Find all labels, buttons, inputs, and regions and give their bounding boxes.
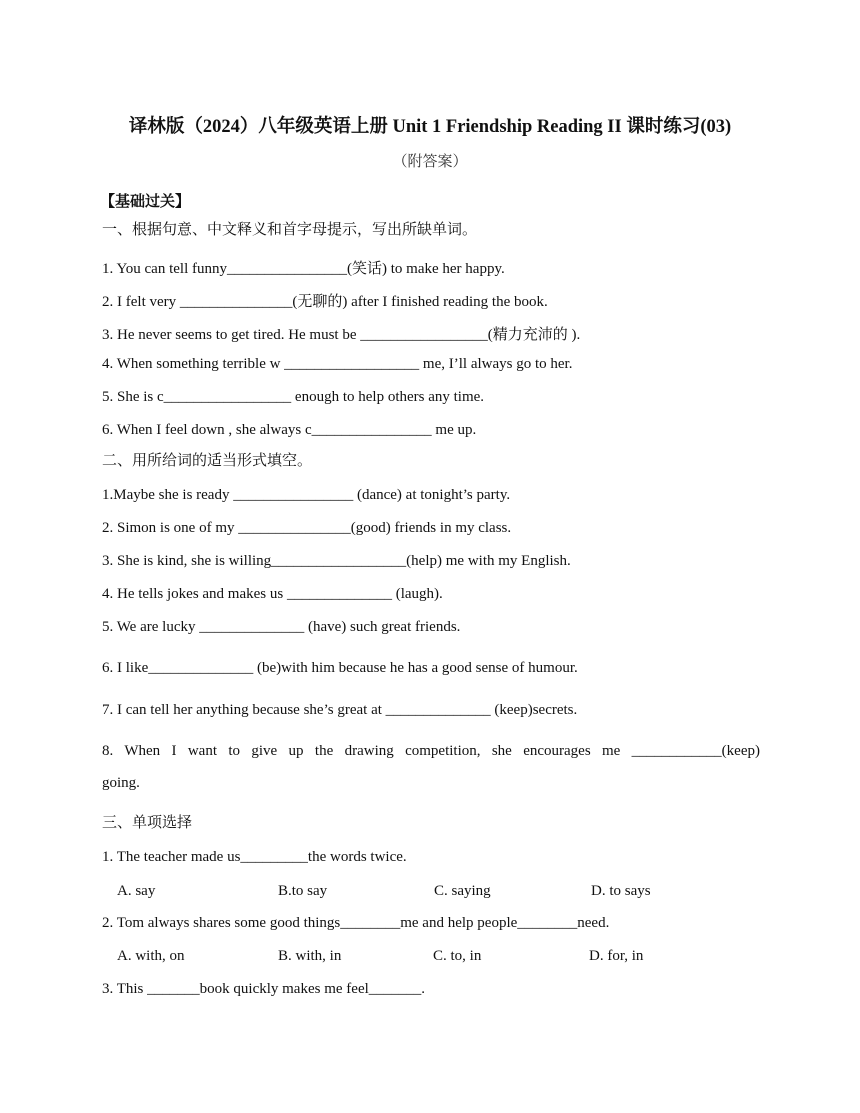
section-label-basic: 【基础过关】 [100,194,191,210]
part1-item: 4. When something terrible w __________________ me, I’ll always go to her. [102,356,573,372]
part2-item: 4. He tells jokes and makes us ______________ (laugh). [102,586,443,602]
part2-item: 3. She is kind, she is willing__________________(help) me with my English. [102,553,571,569]
question-option: B. with, in [278,948,342,964]
part2-item: 6. I like______________ (be)with him because he has a good sense of humour. [102,660,578,676]
page-title: 译林版（2024）八年级英语上册 Unit 1 Friendship Reading II 课时练习(03) [128,117,732,137]
part2-item: 2. Simon is one of my _______________(good) friends in my class. [102,520,512,536]
part2-item: 1.Maybe she is ready ________________ (dance) at tonight’s party. [102,487,511,503]
part2-item: 7. I can tell her anything because she’s great at ______________ (keep)secrets. [102,702,578,718]
question-option: D. for, in [589,948,644,964]
question-stem: 1. The teacher made us_________the words twice. [102,849,407,865]
question-option: A. with, on [117,948,185,964]
question-stem: 3. This _______book quickly makes me feel_______. [102,981,426,997]
part1-heading: 一、根据句意、中文释义和首字母提示，写出所缺单词。 [102,222,478,238]
part1-item: 5. She is c_________________ enough to help others any time. [102,389,485,405]
page-subtitle: （附答案） [392,154,468,170]
question-option: C. to, in [433,948,482,964]
part2-item-continuation: going. [102,775,140,791]
question-option: A. say [117,883,156,899]
part2-item: 8. When I want to give up the drawing competition, she encourages me ____________(keep) [102,743,760,759]
part1-item: 6. When I feel down , she always c________________ me up. [102,422,477,438]
question-option: D. to says [591,883,651,899]
question-stem: 2. Tom always shares some good things________me and help people________need. [102,915,610,931]
part1-item: 1. You can tell funny________________(笑话) to make her happy. [102,261,505,277]
part1-item: 2. I felt very _______________(无聊的) after I finished reading the book. [102,294,548,310]
part2-item: 5. We are lucky ______________ (have) such great friends. [102,619,461,635]
question-option: B.to say [278,883,328,899]
part2-heading: 二、用所给词的适当形式填空。 [102,453,313,469]
question-option: C. saying [434,883,491,899]
part3-heading: 三、单项选择 [102,815,193,831]
part1-item: 3. He never seems to get tired. He must be _________________(精力充沛的 ). [102,327,581,343]
